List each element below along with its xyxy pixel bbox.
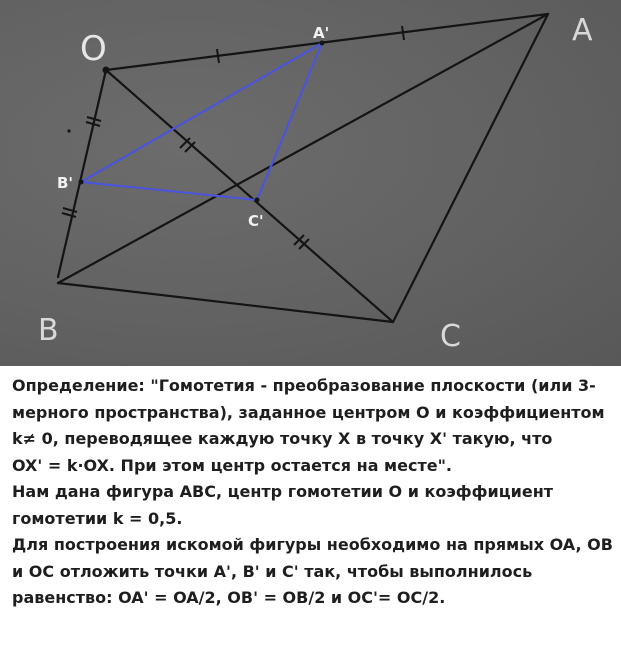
label-b-prime: B' xyxy=(57,174,74,192)
side-bc xyxy=(58,283,393,322)
text-line: OX' = k·OX. При этом центр остается на месте". xyxy=(12,455,453,475)
point-b1 xyxy=(79,180,84,185)
label-o: O xyxy=(80,29,107,69)
point-c1 xyxy=(255,198,260,203)
side-ac xyxy=(393,14,548,322)
image-triangle xyxy=(81,43,322,200)
text-line: k≠ 0, переводящее каждую точку X в точку X' такую, что xyxy=(12,429,553,448)
ray-oa xyxy=(106,14,548,70)
side-a1b1 xyxy=(81,43,322,182)
stray-dot xyxy=(67,129,70,132)
side-b1c1 xyxy=(81,182,257,200)
label-b: B xyxy=(38,313,59,348)
label-c: C xyxy=(440,319,461,354)
side-a1c1 xyxy=(257,43,322,200)
text-line: мерного пространства), заданное центром O и коэффициентом xyxy=(12,402,605,422)
text-line: Нам дана фигура ABC, центр гомотетии O и коэффициент xyxy=(12,482,554,501)
text-line: Определение: "Гомотетия - преобразование плоскости (или 3- xyxy=(12,376,596,395)
label-a-prime: A' xyxy=(313,24,330,42)
text-line: равенство: OA' = OA/2, OB' = OB/2 и OC'= OC/2. xyxy=(12,588,446,607)
ray-oc xyxy=(106,70,393,322)
text-line: Для построения искомой фигуры необходимо на прямых OA, OB xyxy=(12,535,613,554)
text-line: и OC отложить точки A', B' и C' так, чтобы выполнилось xyxy=(12,561,533,581)
text-line: гомотетии k = 0,5. xyxy=(12,508,183,528)
label-c-prime: C' xyxy=(248,212,264,230)
label-a: A xyxy=(572,13,593,48)
explanation-text xyxy=(12,373,617,612)
